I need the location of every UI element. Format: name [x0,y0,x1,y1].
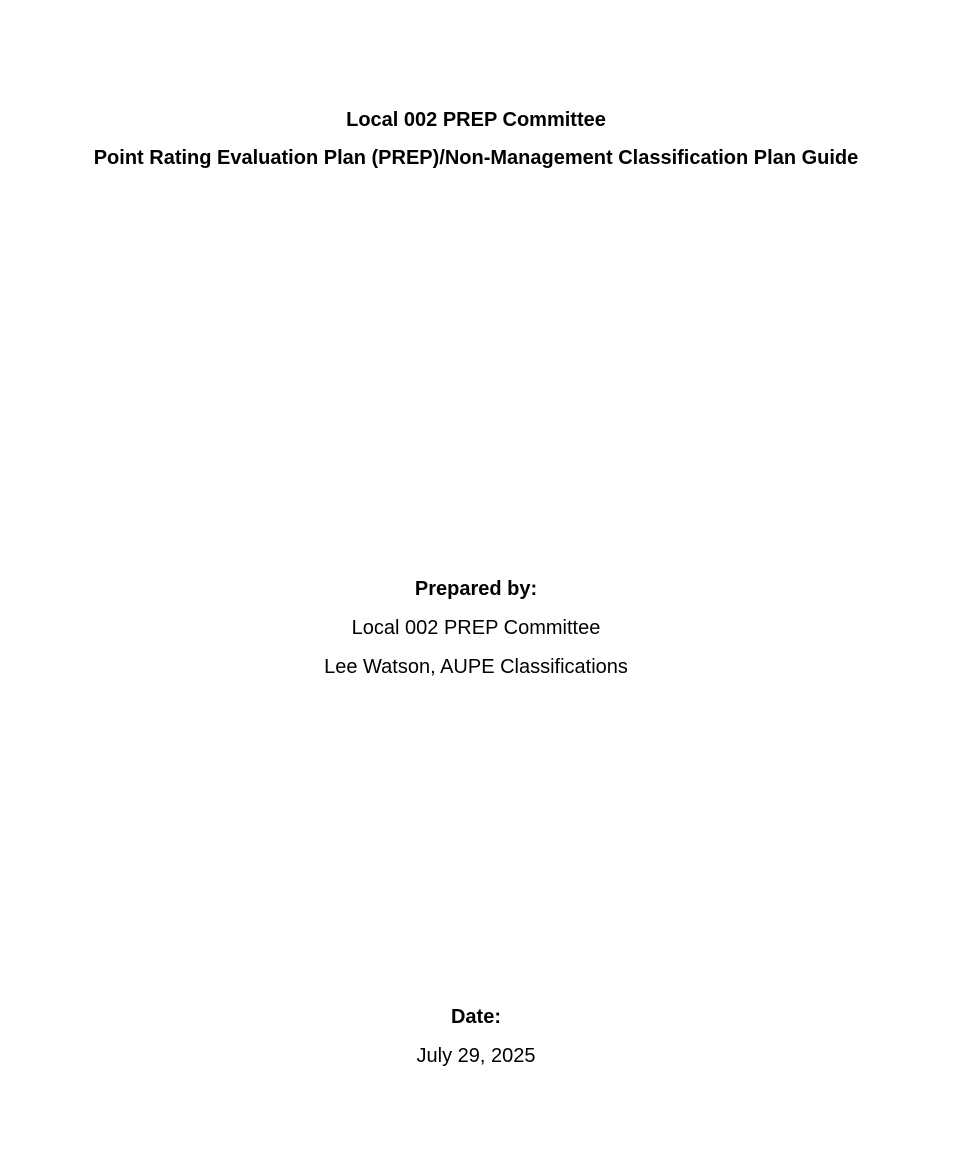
organization-title: Local 002 PREP Committee [346,109,606,131]
date-label: Date: [450,1006,501,1028]
prepared-by-label: Prepared by: [414,578,538,600]
document-title: Point Rating Evaluation Plan (PREP)/Non-Management Classification Plan Guide [93,147,859,169]
preparer-committee: Local 002 PREP Committee [351,617,601,639]
preparer-person: Lee Watson, AUPE Classifications [324,656,628,678]
date-value: July 29, 2025 [416,1045,536,1067]
